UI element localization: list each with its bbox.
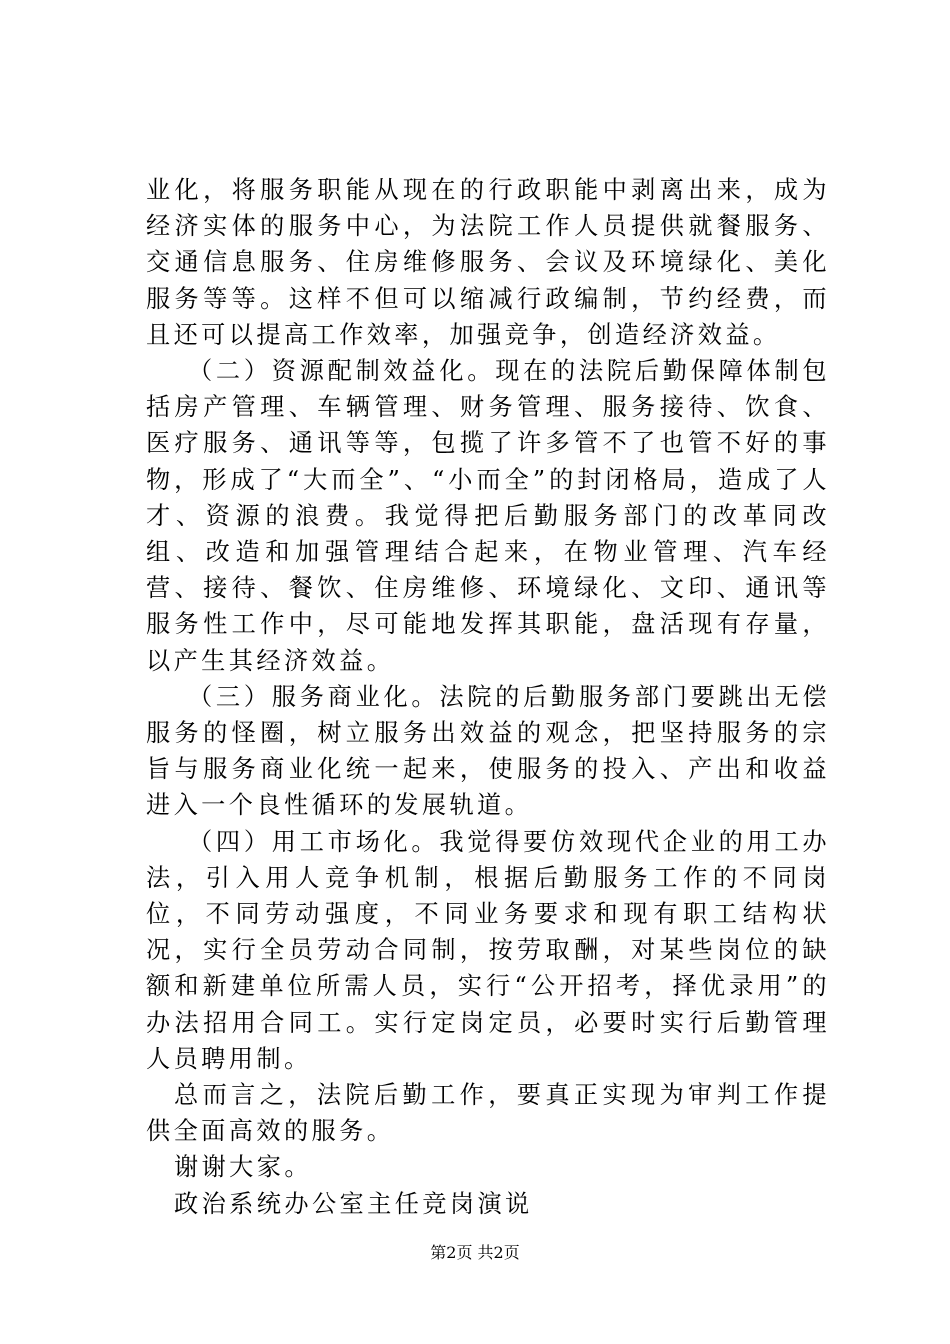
page-number: 第2页 共2页 (430, 1243, 520, 1262)
paragraph-service-commercialization: （三）服务商业化。法院的后勤服务部门要跳出无偿服务的怪圈，树立服务出效益的观念，把坚持服务的宗旨与服务商业化统一起来，使服务的投入、产出和收益进入一个良性循环的发展轨道。 (146, 682, 830, 820)
document-body (146, 172, 830, 1222)
page-footer (0, 1243, 950, 1263)
paragraph-conclusion: 总而言之，法院后勤工作，要真正实现为审判工作提供全面高效的服务。 (146, 1081, 830, 1146)
paragraph-thanks: 谢谢大家。 (174, 1153, 312, 1182)
paragraph-employment-marketization: （四）用工市场化。我觉得要仿效现代企业的用工办法，引入用人竞争机制，根据后勤服务工作的不同岗位，不同劳动强度，不同业务要求和现有职工结构状况，实行全员劳动合同制，按劳取酬，对某些岗位的缺额和新建单位所需人员，实行“公开招考，择优录用”的办法招用合同工。实行定岗定员，必要时实行后勤管理人员聘用制。 (146, 827, 830, 1073)
paragraph-next-title: 政治系统办公室主任竞岗演说 (174, 1189, 533, 1218)
paragraph-continuation: 业化，将服务职能从现在的行政职能中剥离出来，成为经济实体的服务中心，为法院工作人员提供就餐服务、交通信息服务、住房维修服务、会议及环境绿化、美化服务等等。这样不但可以缩减行政编制，节约经费，而且还可以提高工作效率，加强竞争，创造经济效益。 (146, 176, 830, 349)
paragraph-resource-allocation: （二）资源配制效益化。现在的法院后勤保障体制包括房产管理、车辆管理、财务管理、服务接待、饮食、医疗服务、通讯等等，包揽了许多管不了也管不好的事物，形成了“大而全”、“小而全”的封闭格局，造成了人才、资源的浪费。我觉得把后勤服务部门的改革同改组、改造和加强管理结合起来，在物业管理、汽车经营、接待、餐饮、住房维修、环境绿化、文印、通讯等服务性工作中，尽可能地发挥其职能，盘活现有存量，以产生其经济效益。 (146, 357, 830, 675)
